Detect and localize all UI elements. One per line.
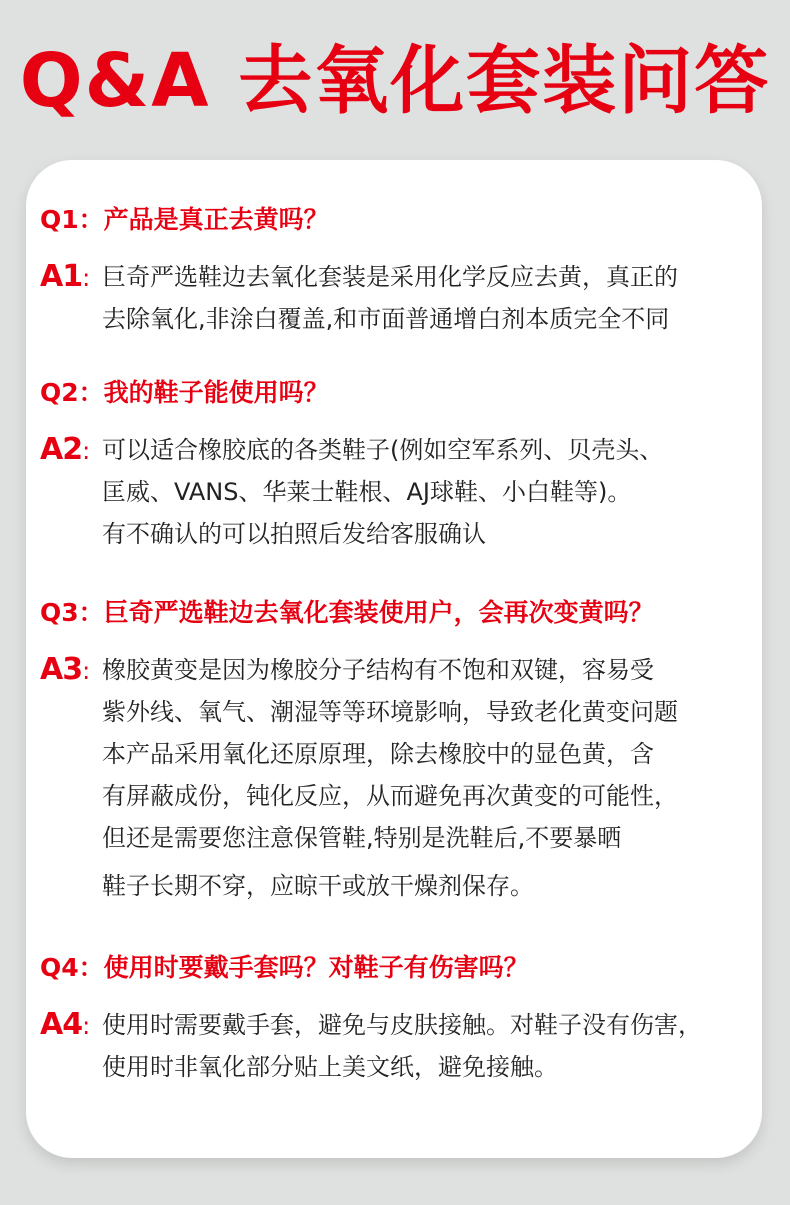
answer-label-3: A3: — [40, 652, 90, 687]
qa-card — [26, 160, 762, 1158]
answer-3-line-1: 橡胶黄变是因为橡胶分子结构有不饱和双键，容易受 — [102, 656, 654, 684]
answer-2-line-3: 有不确认的可以拍照后发给客服确认 — [102, 520, 486, 548]
answer-2 — [40, 429, 760, 555]
answer-3 — [40, 649, 760, 907]
answer-3-line-5: 但还是需要您注意保管鞋,特别是洗鞋后,不要暴晒 — [102, 824, 622, 852]
answer-label-4: A4: — [40, 1007, 90, 1042]
answer-3-line-2: 紫外线、氧气、潮湿等等环境影响，导致老化黄变问题 — [102, 698, 678, 726]
question-2: Q2：我的鞋子能使用吗？ — [40, 378, 329, 407]
answer-4 — [40, 1004, 760, 1088]
answer-3-line-3: 本产品采用氧化还原原理，除去橡胶中的显色黄，含 — [102, 740, 654, 768]
answer-3-line-4: 有屏蔽成份，钝化反应，从而避免再次黄变的可能性， — [102, 782, 678, 810]
answer-label-1: A1: — [40, 259, 90, 294]
answer-2-line-1: 可以适合橡胶底的各类鞋子(例如空军系列、贝壳头、 — [102, 436, 664, 464]
qa-item-2 — [40, 375, 760, 555]
page-title: Q&A 去氧化套装问答 — [19, 38, 771, 124]
answer-4-line-1: 使用时需要戴手套，避免与皮肤接触。对鞋子没有伤害， — [102, 1011, 702, 1039]
answer-1-line-2: 去除氧化,非涂白覆盖,和市面普通增白剂本质完全不同 — [102, 305, 670, 333]
question-3: Q3：巨奇严选鞋边去氧化套装使用户，会再次变黄吗？ — [40, 598, 654, 627]
qa-item-4 — [40, 950, 760, 1088]
answer-4-line-2: 使用时非氧化部分贴上美文纸，避免接触。 — [102, 1053, 558, 1081]
answer-label-2: A2: — [40, 432, 90, 467]
answer-2-line-2: 匡威、VANS、华莱士鞋根、AJ球鞋、小白鞋等)。 — [102, 478, 632, 506]
answer-1-line-1: 巨奇严选鞋边去氧化套装是采用化学反应去黄，真正的 — [102, 263, 678, 291]
question-1: Q1：产品是真正去黄吗？ — [40, 205, 329, 234]
question-4: Q4：使用时要戴手套吗？对鞋子有伤害吗？ — [40, 953, 529, 982]
answer-1 — [40, 256, 760, 340]
answer-3-line-6: 鞋子长期不穿，应晾干或放干燥剂保存。 — [102, 872, 534, 900]
qa-item-3 — [40, 595, 760, 907]
qa-item-1 — [40, 202, 760, 340]
